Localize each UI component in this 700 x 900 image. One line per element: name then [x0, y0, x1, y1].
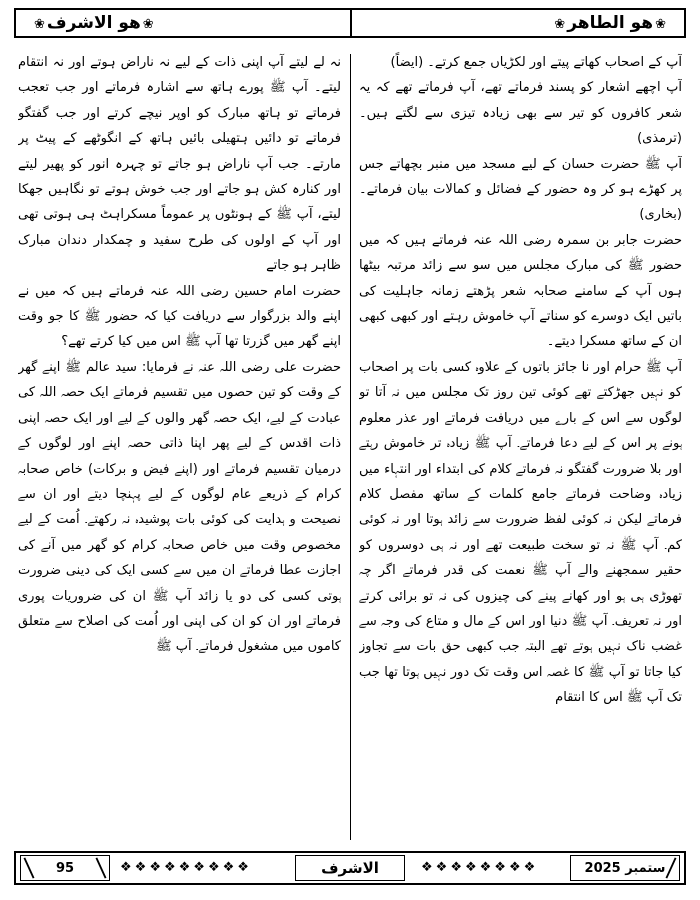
diamond-ornament-icon: ❖ [134, 860, 147, 875]
diamond-ornament-icon: ❖ [435, 860, 448, 875]
footer-pattern-right [421, 857, 535, 879]
diamond-ornament-icon: ❖ [523, 860, 536, 875]
page-footer [14, 851, 686, 885]
diamond-ornament-icon: ❖ [178, 860, 191, 875]
paragraph: حضرت امام حسین رضی اللہ عنہ فرماتے ہیں کہ میں نے اپنے والد بزرگوار سے دریافت کیا کہ حضور ﷺ کا جو وقت اپنے گھر میں گزرتا تھا آپ ﷺ اس میں کیا کرتے تھے؟ [18, 283, 341, 350]
diamond-ornament-icon: ❖ [193, 860, 205, 875]
paragraph: آپ ﷺ حرام اور نا جائز باتوں کے علاوہ کسی بات پر اصحاب کو نہیں جھڑکتے تھے کوئی تین روز تک مجلس میں نہ آتا تو لوگوں سے اس کے بارے میں دریافت فرماتے اور عذر معلوم ہونے پر اس کے لیے دعا فرماتے۔ آپ ﷺ زیادہ تر خاموش رہتے اور بلا ضرورت گفتگو نہ فرماتے کلام کی ابتداء اور انتہاء میں زیادہ وضاحت فرماتے جامع کلمات کے ساتھ مفصل کلام فرماتے لیکن نہ کوئی لفظ ضرورت سے زائد ہوتا اور نہ کوئی کم۔ آپ ﷺ نہ تو سخت طبیعت تھے اور نہ ہی دوسروں کو حقیر سمجھنے والے آپ ﷺ نعمت کی قدر فرماتے اگر چہ تھوڑی ہی ہو اور کھانے پینے کی چیزوں کی نہ تو برائی کرتے اور نہ تعریف۔ آپ ﷺ دنیا اور اس کے مال و متاع کی وجہ سے غضب ناک نہیں ہوتے تھے البتہ جب کبھی حق بات سے تجاوز کیا جاتا تو آپ ﷺ کا غصہ اس وقت تک دور نہیں ہوتا تھا جب تک آپ ﷺ اس کا انتقام [359, 359, 682, 706]
diamond-ornament-icon: ❖ [207, 860, 220, 875]
ornament-icon: ❀ [34, 17, 45, 32]
paragraph: حضرت علی رضی اللہ عنہ نے فرمایا: سید عالم ﷺ اپنے گھر کے وقت کو تین حصوں میں تقسیم فرماتے ایک حصہ اللہ کی عبادت کے لیے، ایک حصہ گھر والوں کے لیے اور ایک حصہ اپنی ذات اقدس کے لیے پھر اپنا ذاتی حصہ اپنے اور لوگوں کے درمیان تقسیم فرماتے اور (اپنے فیض و برکات) خاص صحابہ کرام کے ذریعے عام لوگوں کے لیے پہنچا دیتے اور ان سے نصیحت و ہدایت کی کوئی بات پوشیدہ نہ رکھتے۔ اُمت کے لیے مخصوص وقت میں خاص صحابہ کرام کو گھر میں آنے کی اجازت عطا فرماتے ان میں سے کسی ایک کی دینی ضرورت ہوتی کسی کی دو یا زائد آپ ﷺ ان کی ضروریات پوری فرماتے اور ان کو ان کی اپنی اور اُمت کی اصلاح سے متعلق کاموں میں مشغول فرماتے۔ آپ ﷺ [18, 359, 341, 655]
column-divider [350, 54, 351, 840]
left-column [18, 50, 341, 840]
paragraph: آپ اچھے اشعار کو پسند فرماتے تھے، آپ فرماتے تھے کہ یہ شعر کافروں کو تیر سے بھی زیادہ تیزی سے لگتے ہیں۔ (ترمذی) [359, 80, 682, 147]
paragraph: آپ کے اصحاب کھاتے پیتے اور لکڑیاں جمع کرتے۔ (ایضاً) [390, 55, 682, 70]
header-title-right-text: هو الطاهر [567, 13, 654, 33]
slash-ornament-icon [665, 856, 677, 880]
magazine-name-box [295, 855, 405, 881]
diamond-ornament-icon: ❖ [494, 860, 506, 875]
diamond-ornament-icon: ❖ [464, 860, 477, 875]
page-number-box [20, 855, 110, 881]
diamond-ornament-icon: ❖ [222, 860, 235, 875]
header-divider [350, 10, 352, 36]
article-body [14, 50, 686, 840]
header-title-right [552, 12, 668, 36]
page-number: 95 [55, 860, 75, 876]
slash-ornament-icon [23, 856, 35, 880]
issue-date-box [570, 855, 680, 881]
right-column [359, 50, 682, 840]
header-title-left [32, 12, 156, 36]
ornament-icon: ❀ [142, 17, 154, 32]
diamond-ornament-icon: ❖ [149, 860, 161, 875]
header-title-left-text: هو الاشرف [46, 13, 141, 33]
magazine-name: الاشرف [321, 859, 379, 877]
issue-date: ستمبر 2025 [584, 860, 666, 876]
paragraph: نہ لے لیتے آپ اپنی ذات کے لیے نہ ناراض ہوتے اور نہ انتقام لیتے۔ آپ ﷺ پورے ہاتھ سے اشارہ فرماتے اور جب تعجب فرماتے تو ہاتھ مبارک کو اوپر نیچے کرتے اور جب گفتگو فرماتے تو دائیں ہتھیلی بائیں ہاتھ کے انگوٹھے کے پیٹ پر مارتے۔ جب آپ ناراض ہو جاتے تو چہرہ انور کو پھیر لیتے اور کنارہ کش ہو جاتے اور جب خوش ہوتے تو نگاہیں جھکا لیتے، آپ ﷺ کے ہونٹوں پر عموماً مسکراہٹ ہی ہوتی تھی اور آپ کے اولوں کی طرح سفید و چمکدار دندان مبارک ظاہر ہو جاتے [18, 55, 341, 274]
diamond-ornament-icon: ❖ [163, 860, 176, 875]
paragraph: آپ ﷺ حضرت حسان کے لیے مسجد میں منبر بچھاتے جس پر کھڑے ہو کر وہ حضور کے فضائل و کمالات بیان فرماتے۔ (بخاری) [359, 156, 682, 223]
ornament-icon: ❀ [655, 17, 666, 32]
diamond-ornament-icon: ❖ [237, 860, 249, 875]
page-header [14, 8, 686, 38]
ornament-icon: ❀ [554, 17, 566, 32]
diamond-ornament-icon: ❖ [421, 860, 433, 875]
diamond-ornament-icon: ❖ [450, 860, 462, 875]
paragraph: حضرت جابر بن سمرہ رضی اللہ عنہ فرماتے ہیں کہ میں حضور ﷺ کی مبارک مجلس میں سو سے زائد مرتبہ بیٹھا ہوں آپ کے سامنے صحابہ شعر پڑھتے زمانہ جاہلیت کی باتیں ایک دوسرے کو سناتے آپ خاموش رہتے اور کبھی کبھی ان کے ساتھ مسکرا دیتے۔ [359, 232, 682, 350]
diamond-ornament-icon: ❖ [508, 860, 521, 875]
slash-ornament-icon [95, 856, 107, 880]
footer-pattern-left [120, 857, 249, 879]
diamond-ornament-icon: ❖ [479, 860, 492, 875]
diamond-ornament-icon: ❖ [120, 860, 132, 875]
